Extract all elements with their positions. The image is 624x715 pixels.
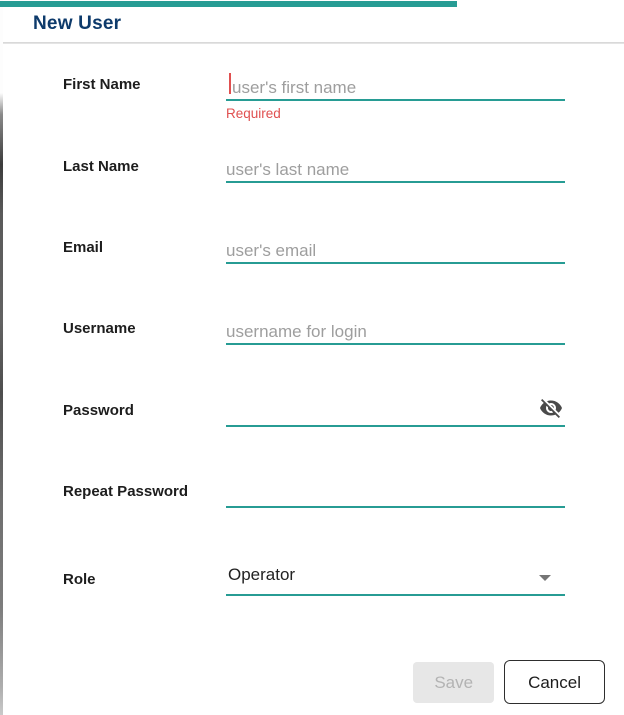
password-input[interactable] — [226, 386, 565, 427]
required-error-text: Required — [226, 106, 281, 121]
repeat-password-field — [226, 467, 565, 508]
role-selected-value: Operator — [228, 565, 296, 584]
last-name-input[interactable] — [226, 142, 565, 183]
form-row-repeat-password — [63, 467, 624, 508]
form-row-email — [63, 223, 624, 264]
email-field — [226, 223, 565, 264]
username-label: Username — [63, 320, 136, 337]
app-header-bar — [0, 1, 457, 7]
form-row-username — [63, 304, 624, 345]
username-field — [226, 304, 565, 345]
role-label: Role — [63, 571, 96, 588]
visibility-off-icon — [539, 396, 563, 420]
form-row-last-name — [63, 142, 624, 183]
new-user-form — [3, 44, 624, 596]
username-input[interactable] — [226, 304, 565, 345]
password-field — [226, 386, 565, 427]
first-name-input[interactable] — [226, 60, 565, 101]
form-row-role — [63, 551, 624, 596]
email-label: Email — [63, 239, 104, 256]
background-app-edge — [0, 0, 3, 715]
first-name-label: First Name — [63, 76, 141, 93]
new-user-dialog — [3, 0, 624, 715]
form-row-first-name — [63, 60, 624, 121]
password-label: Password — [63, 402, 134, 419]
first-name-field — [226, 60, 565, 121]
chevron-down-icon — [539, 575, 551, 581]
dialog-actions — [3, 660, 624, 704]
cancel-button[interactable]: Cancel — [504, 660, 605, 704]
toggle-password-visibility-button[interactable] — [538, 395, 564, 421]
last-name-field — [226, 142, 565, 183]
save-button[interactable]: Save — [413, 662, 494, 703]
form-row-password — [63, 386, 624, 427]
text-cursor — [229, 73, 231, 94]
repeat-password-label: Repeat Password — [63, 483, 189, 500]
email-input[interactable] — [226, 223, 565, 264]
role-select[interactable] — [226, 551, 565, 596]
dialog-title: New User — [33, 13, 122, 34]
repeat-password-input[interactable] — [226, 467, 565, 508]
last-name-label: Last Name — [63, 158, 139, 175]
